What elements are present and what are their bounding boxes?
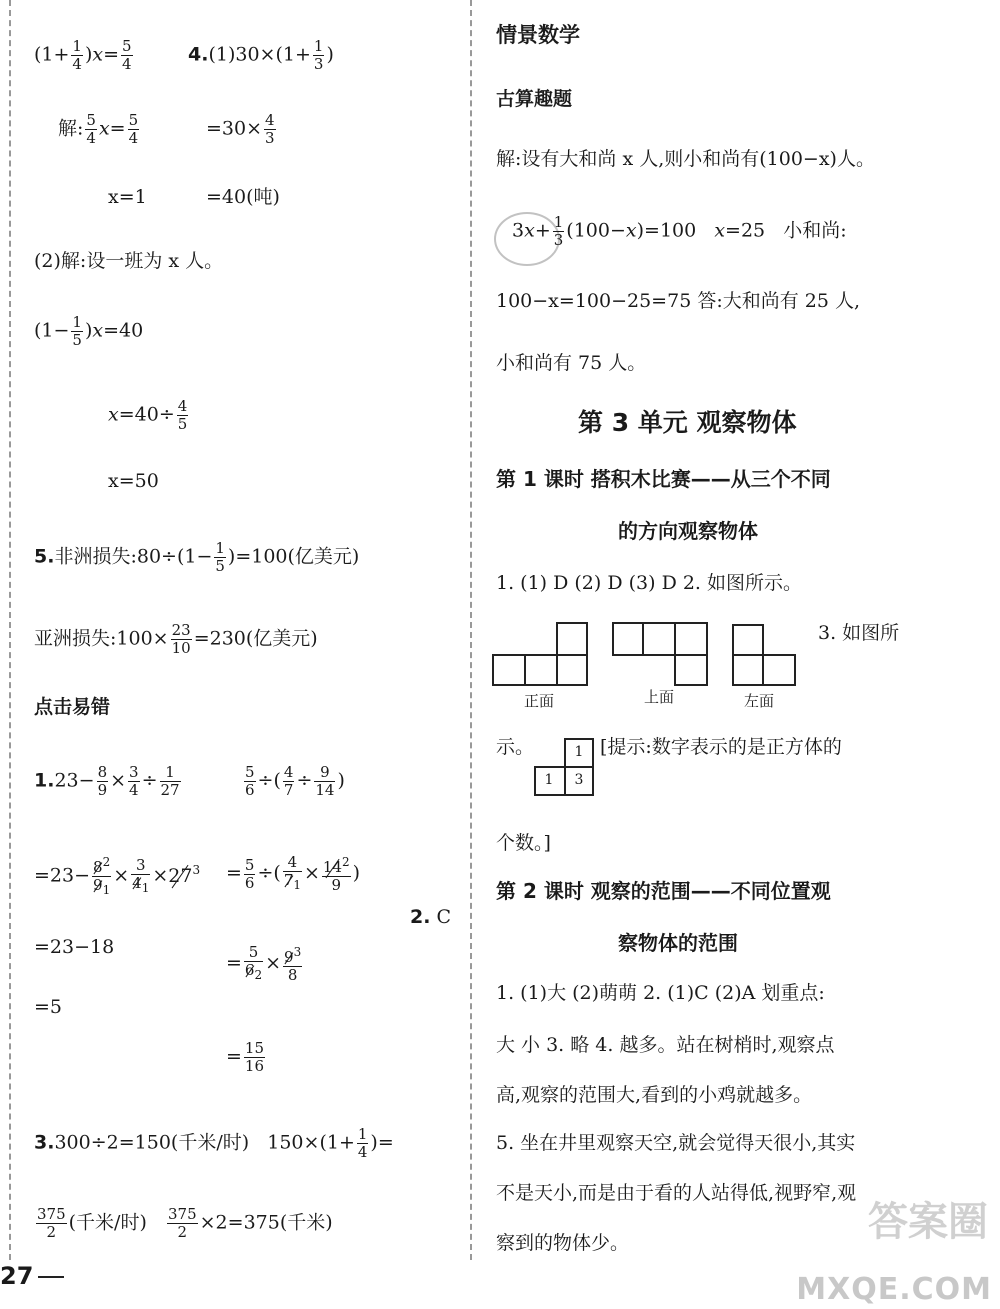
r-p4: 小和尚有 75 人。 [496, 352, 647, 374]
e1-step-b: = $\frac{5}{6}$ ÷( $\frac{4}{7_1}$ × $\frac{14^2}{9}$ ) [226, 853, 361, 894]
label-top: 上面 [644, 688, 675, 706]
left-cell [732, 624, 764, 656]
front-cell [556, 654, 588, 686]
e1-b2: = $\frac{5}{6_2}$ × $\frac{9^3}{8}$ [226, 943, 302, 984]
label-front: 正面 [524, 692, 555, 710]
e1-a: 1.23− $\frac{8}{9}$ × $\frac{3}{4}$ ÷ $\frac{1}{27}$ [34, 763, 180, 799]
top-cell [674, 654, 708, 686]
lesson1-title-2: 的方向观察物体 [618, 519, 758, 543]
watermark-logo: 答案圈 [868, 1199, 988, 1245]
front-cell [524, 654, 558, 686]
lesson2-ans5-a: 5. 坐在井里观察天空,就会觉得天很小,其实 [496, 1132, 856, 1154]
lesson2-title-2: 察物体的范围 [618, 931, 738, 955]
hint-text: [提示:数字表示的是正方体的 [600, 736, 842, 758]
q5-africa: 5.非洲损失:80÷(1− $\frac{1}{5}$ )=100(亿美元) [34, 539, 360, 575]
e1-step-a: =23− $\frac{8^2}{9_1}$ × $\frac{3}{4_1}$ $\times 27^3$ [34, 855, 201, 897]
r-p2: 3x+ $\frac{1}{3}$ (100−x)=100 x=25 小和尚: [512, 213, 847, 249]
sol1: 解: $\frac{5}{4}$ x= $\frac{5}{4}$ [58, 111, 139, 147]
section-dianji: 点击易错 [34, 696, 111, 718]
left-margin-rule [9, 0, 11, 1260]
lesson2-ans-a: 1. (1)大 (2)萌萌 2. (1)C (2)A 划重点: [496, 982, 825, 1004]
left-cell [732, 654, 764, 686]
eq-line-1: (1+ $\frac{1}{4}$ )x= $\frac{5}{4}$ [34, 37, 132, 73]
lesson1-ans1: 1. (1) D (2) D (3) D 2. 如图所示。 [496, 572, 803, 594]
section-gusuan: 古算趣题 [496, 88, 573, 110]
r-p1: 解:设有大和尚 x 人,则小和尚有(100−x)人。 [496, 148, 875, 170]
eq-x-40: x=40÷ $\frac{4}{5}$ [108, 397, 188, 433]
lesson1-title: 第 1 课时 搭积木比赛——从三个不同 [496, 467, 831, 491]
watermark: MXQE.COM [796, 1272, 992, 1307]
lesson2-ans5-b: 不是天小,而是由于看的人站得低,视野窄,观 [496, 1182, 857, 1204]
column-divider [470, 0, 472, 1260]
page-number-dash [38, 1276, 64, 1278]
label-left: 左面 [744, 692, 775, 710]
q3-line2: $\frac{375}{2}$ (千米/时) $\frac{375}{2}$ ×2=375(千米) [37, 1205, 333, 1241]
q4-part1: 4.(1)30×(1+ $\frac{1}{3}$ ) [188, 37, 334, 73]
unit-heading: 第 3 单元 观察物体 [578, 408, 797, 437]
lesson2-ans-c: 高,观察的范围大,看到的小鸡就越多。 [496, 1084, 813, 1106]
hint-text-2: 个数。] [496, 832, 551, 854]
grid-number: 1 [574, 744, 584, 760]
r-p3: 100−x=100−25=75 答:大和尚有 25 人, [496, 290, 861, 312]
e1-b3: = $\frac{15}{16}$ [226, 1039, 265, 1075]
grid-number: 1 [544, 772, 554, 788]
eq-x-50: x=50 [108, 470, 159, 492]
lesson1-ans3: 3. 如图所 [818, 622, 900, 644]
eq-40: =40(吨) [206, 186, 280, 208]
e1-b: $\frac{5}{6}$ ÷( $\frac{4}{7}$ ÷ $\frac{9}{14}$ ) [245, 763, 345, 799]
front-cell [492, 654, 526, 686]
front-cell [556, 622, 588, 656]
e1-a2: =23−18 [34, 936, 115, 958]
top-cell [612, 622, 644, 656]
eq-1-1-5: (1− $\frac{1}{5}$ )x=40 [34, 313, 144, 349]
lesson2-ans-b: 大 小 3. 略 4. 越多。站在树梢时,观察点 [496, 1034, 835, 1056]
x-eq-1: x=1 [108, 186, 147, 208]
q4-part2: (2)解:设一班为 x 人。 [34, 250, 224, 272]
top-cell [642, 622, 676, 656]
left-cell [762, 654, 796, 686]
shi-text: 示。 [496, 736, 535, 758]
section-title-qingjing: 情景数学 [496, 23, 580, 47]
e2-answer: 2. C [410, 906, 452, 928]
eq-30: =30× $\frac{4}{3}$ [206, 111, 275, 147]
q5-asia: 亚洲损失:100× $\frac{23}{10}$ =230(亿美元) [34, 621, 318, 657]
lesson2-title: 第 2 课时 观察的范围——不同位置观 [496, 879, 831, 903]
e1-a3: =5 [34, 996, 63, 1018]
grid-number: 3 [574, 772, 584, 788]
page-number: 27 [0, 1262, 34, 1290]
q3-line1: 3.300÷2=150(千米/时) 150×(1+ $\frac{1}{4}$ )= [34, 1125, 394, 1161]
lesson2-ans5-c: 察到的物体少。 [496, 1232, 630, 1254]
top-cell [674, 622, 708, 656]
